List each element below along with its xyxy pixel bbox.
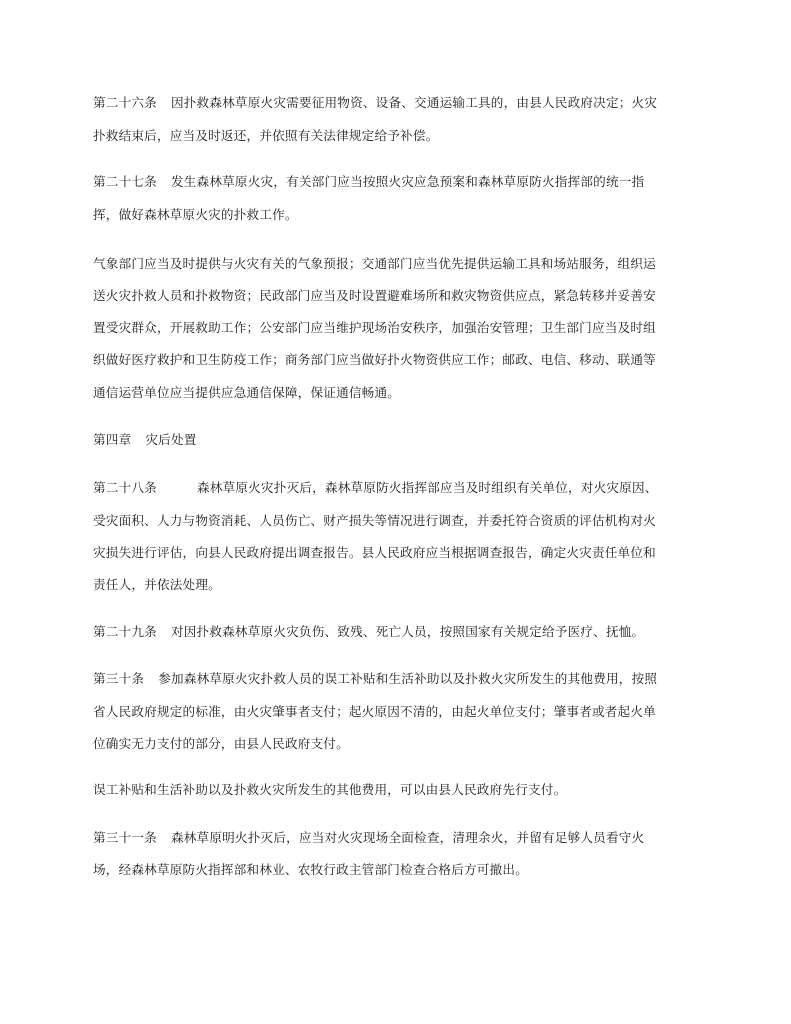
line-text: 灾损失进行评估，向县人民政府提出调查报告。县人民政府应当根据调查报告，确定火灾责任单位和 [93, 545, 656, 560]
article-line [93, 432, 197, 448]
line-text: 误工补贴和生活补助以及扑救火灾所发生的其他费用，可以由县人民政府先行支付。 [93, 782, 567, 797]
article-heading: 第二十九条 [93, 624, 157, 639]
line-text: 发生森林草原火灾，有关部门应当按照火灾应急预案和森林草原防火指挥部的统一指 [170, 174, 645, 189]
line-text: 参加森林草原火灾扑救人员的误工补贴和生活补助以及扑救火灾所发生的其他费用，按照 [158, 671, 658, 686]
text-line [93, 704, 656, 720]
text-line [93, 256, 656, 272]
text-line [93, 545, 656, 561]
line-text: 通信运营单位应当提供应急通信保障，保证通信畅通。 [93, 385, 401, 400]
article-heading: 第四章 [93, 432, 132, 447]
line-text: 场，经森林草原防火指挥部和林业、农牧行政主管部门检查合格后方可撤出。 [93, 862, 528, 877]
line-text: 织做好医疗救护和卫生防疫工作；商务部门应当做好扑火物资供应工作；邮政、电信、移动、联通等 [93, 352, 656, 367]
article-heading: 第二十八条 [93, 480, 157, 495]
text-line [93, 782, 566, 798]
line-text: 对因扑救森林草原火灾负伤、致残、死亡人员，按照国家有关规定给予医疗、抚恤。 [170, 624, 645, 639]
line-text: 责任人，并依法处理。 [93, 577, 221, 592]
article-heading: 第三十一条 [93, 830, 157, 845]
line-text: 气象部门应当及时提供与火灾有关的气象预报；交通部门应当优先提供运输工具和场站服务，组织运 [93, 256, 656, 271]
line-text: 森林草原火灾扑灭后，森林草原防火指挥部应当及时组织有关单位，对火灾原因、 [196, 480, 658, 495]
line-text: 森林草原明火扑灭后，应当对火灾现场全面检查，清理余火，并留有足够人员看守火 [170, 830, 645, 845]
article-line [93, 830, 644, 846]
article-heading: 第三十条 [93, 671, 145, 686]
line-text: 扑救结束后，应当及时返还，并依照有关法律规定给予补偿。 [93, 128, 439, 143]
text-line [93, 862, 528, 878]
line-text: 省人民政府规定的标准，由火灾肇事者支付；起火原因不清的，由起火单位支付；肇事者或者起火单 [93, 704, 656, 719]
article-line [93, 671, 657, 687]
article-line [93, 174, 644, 190]
text-line [93, 736, 349, 752]
line-text: 灾后处置 [145, 432, 197, 447]
text-line [93, 577, 221, 593]
text-line [93, 207, 298, 223]
text-line [93, 385, 400, 401]
line-text: 受灾面积、人力与物资消耗、人员伤亡、财产损失等情况进行调查，并委托符合资质的评估机构对火 [93, 513, 656, 528]
article-heading: 第二十七条 [93, 174, 157, 189]
text-line [93, 513, 656, 529]
line-text: 因扑救森林草原火灾需要征用物资、设备、交通运输工具的，由县人民政府决定；火灾 [170, 95, 658, 110]
article-heading: 第二十六条 [93, 95, 157, 110]
line-text: 挥，做好森林草原火灾的扑救工作。 [93, 207, 298, 222]
line-text: 位确实无力支付的部分，由县人民政府支付。 [93, 736, 349, 751]
line-text: 置受灾群众，开展救助工作；公安部门应当维护现场治安秩序，加强治安管理；卫生部门应当及时组 [93, 320, 656, 335]
text-line [93, 128, 438, 144]
article-line [93, 95, 657, 111]
article-line [93, 480, 658, 496]
text-line [93, 320, 656, 336]
line-text: 送火灾扑救人员和扑救物资；民政部门应当及时设置避难场所和救灾物资供应点，紧急转移并妥善安 [93, 288, 656, 303]
article-line [93, 624, 644, 640]
text-line [93, 352, 656, 368]
text-line [93, 288, 656, 304]
